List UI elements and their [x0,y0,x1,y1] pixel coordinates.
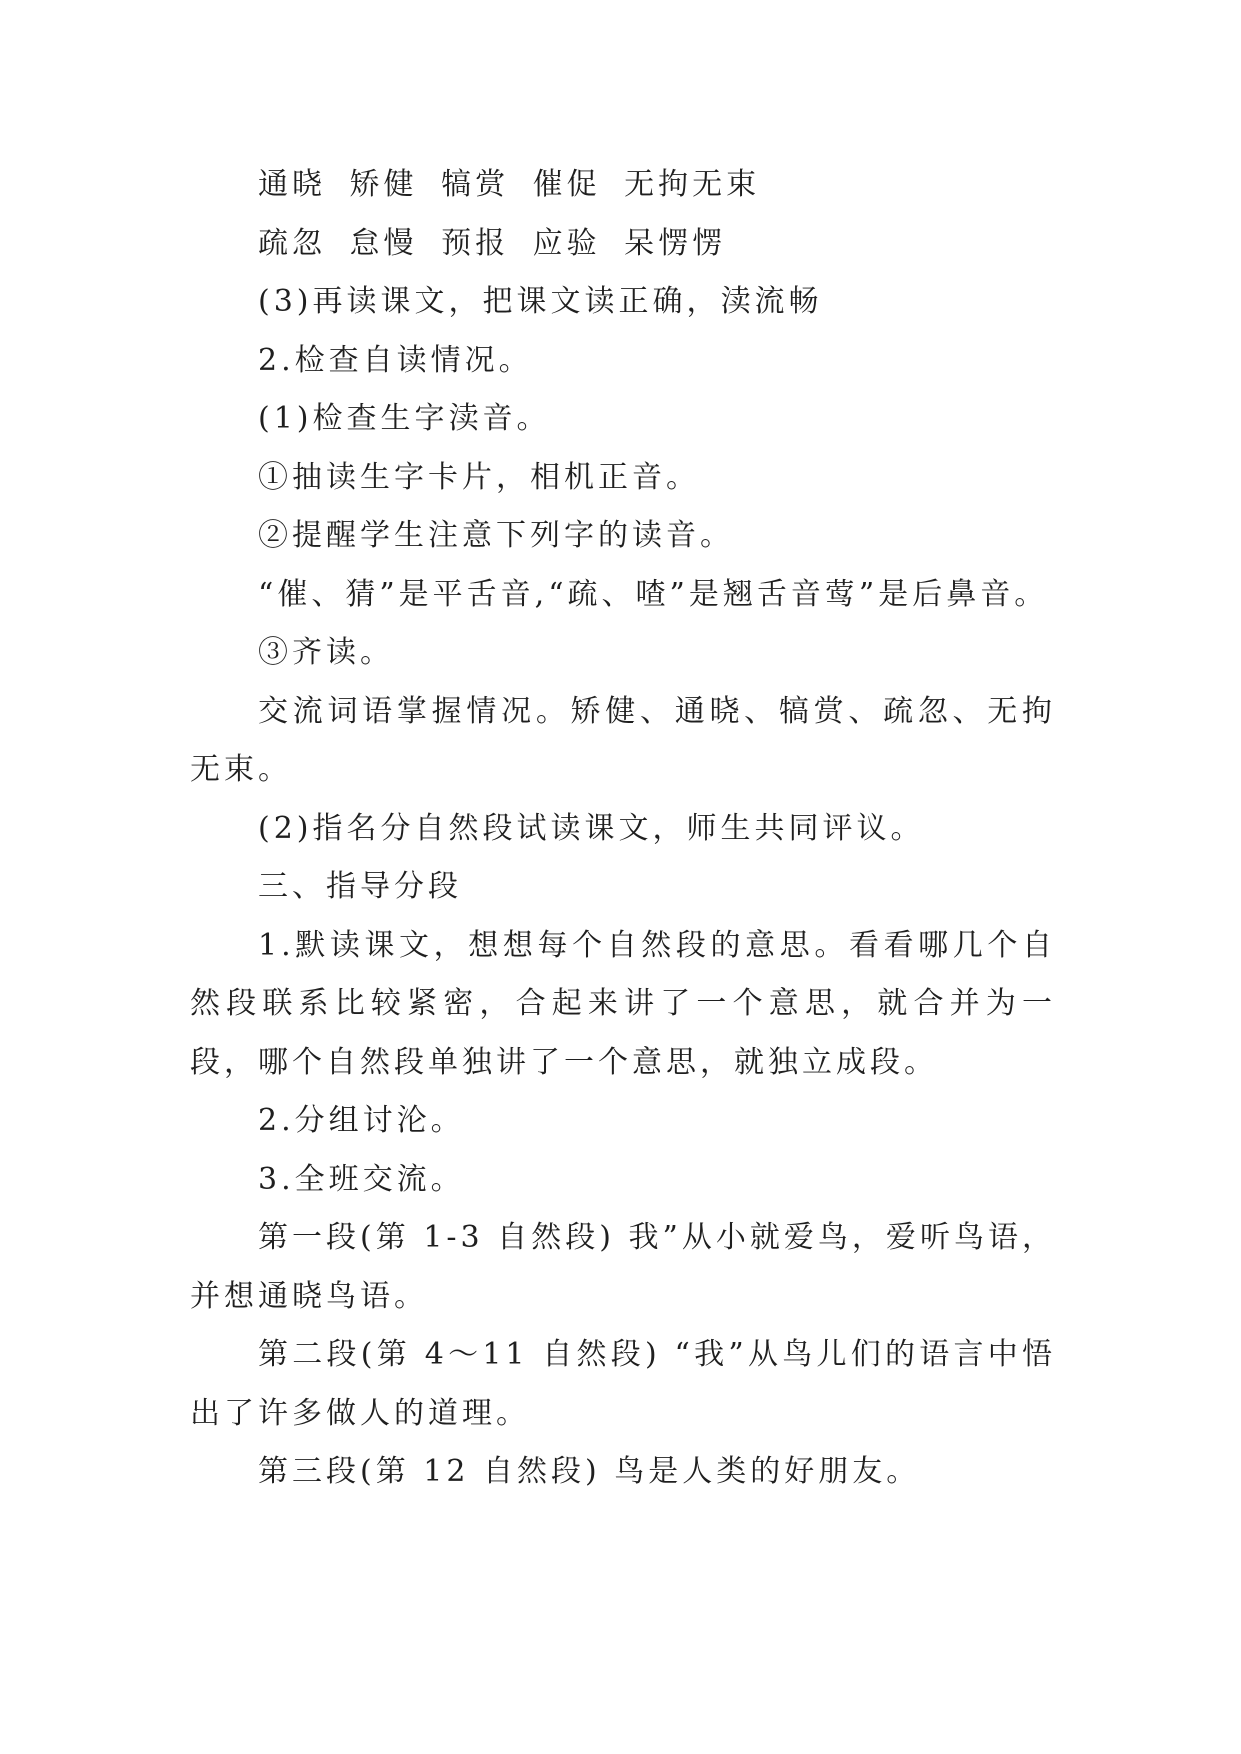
paragraph: ③齐读。 [258,635,394,670]
section-heading: 三、指导分段 [258,869,462,904]
paragraph: 2.检查自读情况。 [258,342,533,378]
vocabulary-line-1: 通晓 矫健 犒赏 催促 无拘无束 [258,167,761,202]
paragraph: (1)检查生字渎音。 [258,401,551,436]
paragraph: 第二段(第 4～11 自然段) “我”从鸟儿们的语言中悟出了许多做人的道理。 [190,1337,1056,1431]
paragraph: (2)指名分自然段试读课文，师生共同评议。 [258,810,925,846]
paragraph: ①抽读生字卡片，相机正音。 [258,459,700,495]
paragraph: 1.默读课文，想想每个自然段的意思。看看哪几个自然段联系比较紧密，合起来讲了一个意思，就合并为一段，哪个自然段单独讲了一个意思，就独立成段。 [190,927,1056,1080]
paragraph: 3.全班交流。 [258,1161,465,1197]
paragraph: “催、猜”是平舌音,“疏、喳”是翘舌音莺”是后鼻音。 [258,576,1049,612]
paragraph: 2.分组讨沦。 [258,1103,465,1138]
paragraph: (3)再读课文，把课文读正确，渎流畅 [258,284,823,319]
vocabulary-line-2: 疏忽 怠慢 预报 应验 呆愣愣 [258,225,727,261]
document-body [190,156,1056,1502]
paragraph: 第一段(第 1-3 自然段) 我”从小就爱鸟，爱听鸟语，并想通晓鸟语。 [190,1220,1056,1314]
paragraph: 交流词语掌握情况。矫健、通晓、犒赏、疏忽、无拘无束。 [190,693,1056,787]
paragraph: ②提醒学生注意下列字的读音。 [258,518,734,553]
paragraph: 第三段(第 12 自然段) 鸟是人类的好朋友。 [258,1454,921,1489]
